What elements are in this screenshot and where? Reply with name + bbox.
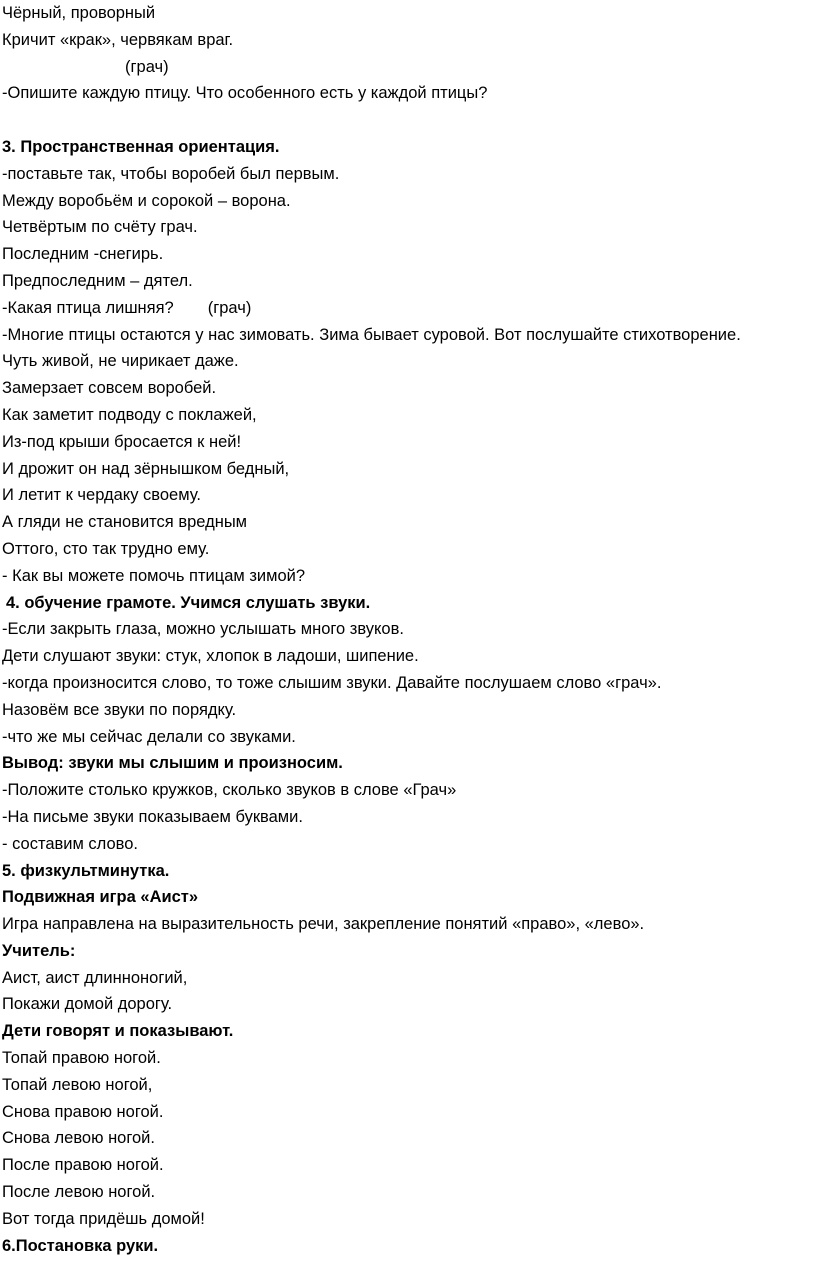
instruction-line: -На письме звуки показываем буквами.	[2, 807, 303, 826]
speaker-label: Учитель:	[2, 941, 76, 960]
poem-line: И дрожит он над зёрнышком бедный,	[2, 459, 290, 478]
riddle-answer: (грач)	[125, 57, 169, 76]
poem-line: Топай правою ногой.	[2, 1049, 161, 1068]
poem-line: После правою ногой.	[2, 1156, 164, 1175]
poem-line: Оттого, сто так трудно ему.	[2, 539, 210, 558]
poem-line: Как заметит подводу с поклажей,	[2, 405, 257, 424]
instruction-line: -когда произносится слово, то тоже слышим звуки. Давайте послушаем слово «грач».	[2, 673, 662, 692]
poem-line: А гляди не становится вредным	[2, 513, 248, 532]
poem-line: Из-под крыши бросается к ней!	[2, 432, 242, 451]
question-line	[0, 295, 816, 322]
text-line: Игра направлена на выразительность речи, закрепление понятий «право», «лево».	[2, 915, 645, 934]
question-text: -Какая птица лишняя?	[2, 298, 174, 317]
instruction-line: -Положите столько кружков, сколько звуков в слове «Грач»	[2, 781, 457, 800]
instruction-line: -Опишите каждую птицу. Что особенного есть у каждой птицы?	[2, 84, 488, 103]
instruction-line: -поставьте так, чтобы воробей был первым.	[2, 164, 340, 183]
instruction-line: -Многие птицы остаются у нас зимовать. Зима бывает суровой. Вот послушайте стихотворение.	[2, 325, 741, 344]
instruction-line: -Если закрыть глаза, можно услышать много звуков.	[2, 620, 404, 639]
blank-line	[0, 107, 816, 134]
poem-line: И летит к чердаку своему.	[2, 486, 201, 505]
instruction-line: - составим слово.	[2, 834, 138, 853]
game-title: Подвижная игра «Аист»	[2, 888, 199, 907]
section-heading: 4. обучение грамоте. Учимся слушать звуки.	[6, 593, 371, 612]
section-heading: 6.Постановка руки.	[2, 1236, 159, 1255]
poem-line: Снова левою ногой.	[2, 1129, 155, 1148]
conclusion-line: Вывод: звуки мы слышим и произносим.	[2, 754, 343, 773]
text-line: Предпоследним – дятел.	[2, 271, 193, 290]
poem-line: Чуть живой, не чирикает даже.	[2, 352, 239, 371]
text-line: Назовём все звуки по порядку.	[2, 700, 237, 719]
poem-line: Аист, аист длинноногий,	[2, 968, 188, 987]
poem-line: Топай левою ногой,	[2, 1075, 153, 1094]
question-answer: (грач)	[207, 298, 252, 317]
poem-line: Кричит «крак», червякам враг.	[2, 30, 234, 49]
section-heading: 5. физкультминутка.	[2, 861, 170, 880]
question-line: - Как вы можете помочь птицам зимой?	[2, 566, 306, 585]
text-line: Между воробьём и сорокой – ворона.	[2, 191, 291, 210]
speaker-label: Дети говорят и показывают.	[2, 1022, 234, 1041]
poem-line: Замерзает совсем воробей.	[2, 379, 217, 398]
poem-line: Чёрный, проворный	[2, 4, 156, 22]
poem-line: Вот тогда придёшь домой!	[2, 1209, 205, 1228]
text-line: Последним -снегирь.	[2, 245, 164, 264]
poem-line: Покажи домой дорогу.	[2, 995, 173, 1014]
text-line: Четвёртым по счёту грач.	[2, 218, 198, 237]
poem-line: После левою ногой.	[2, 1183, 156, 1202]
poem-line: Снова правою ногой.	[2, 1102, 164, 1121]
text-line: Дети слушают звуки: стук, хлопок в ладоши, шипение.	[2, 647, 419, 666]
instruction-line: -что же мы сейчас делали со звуками.	[2, 727, 296, 746]
section-heading: 3. Пространственная ориентация.	[2, 137, 280, 156]
